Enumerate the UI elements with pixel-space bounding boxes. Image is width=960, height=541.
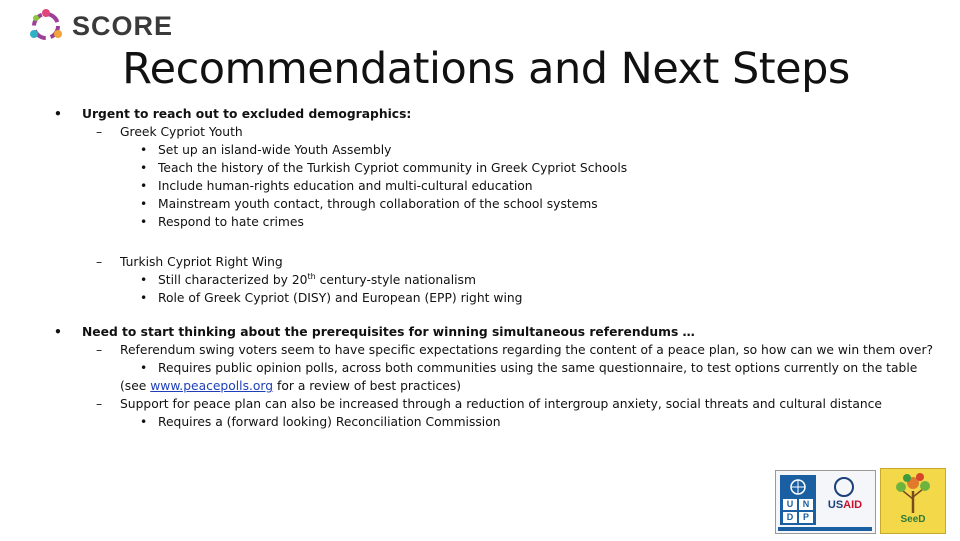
score-logo	[26, 8, 173, 44]
bullet-mark: •	[140, 143, 148, 157]
undp-letter: N	[799, 499, 813, 510]
dash-mark: –	[96, 397, 103, 411]
list-item-text: Requires public opinion polls, across both communities using the same questionnaire, to test options currently on the table	[158, 361, 918, 375]
bullet-mark: •	[140, 273, 148, 287]
usaid-logo	[820, 475, 870, 525]
list-item	[52, 359, 942, 377]
list-item	[52, 213, 942, 231]
undp-usaid-logo	[775, 470, 876, 534]
sub-bullet-text: Referendum swing voters seem to have specific expectations regarding the content of a peace plan, so how can we win them over?	[120, 343, 934, 357]
list-item	[52, 195, 942, 213]
list-item	[52, 413, 942, 431]
score-logo-icon	[26, 8, 66, 44]
slide-content	[52, 105, 942, 431]
bullet-mark: •	[54, 325, 62, 339]
undp-letter: P	[799, 512, 813, 523]
undp-letter: U	[783, 499, 797, 510]
bullet-mark: •	[140, 291, 148, 305]
list-item-text: (see	[120, 379, 151, 393]
list-item-text: Include human-rights education and multi-cultural education	[158, 179, 533, 193]
bullet-text: Need to start thinking about the prerequisites for winning simultaneous referendums …	[82, 325, 695, 339]
bullet-mark: •	[140, 415, 148, 429]
bullet-text: Urgent to reach out to excluded demographics:	[82, 107, 412, 121]
seed-wordmark: SeeD	[900, 514, 926, 525]
undp-logo	[780, 475, 816, 525]
bullet-mark: •	[140, 197, 148, 211]
list-item-text: Respond to hate crimes	[158, 215, 304, 229]
superscript: th	[307, 271, 316, 281]
bullet-mark: •	[140, 361, 148, 375]
list-item-text: Role of Greek Cypriot (DISY) and European (EPP) right wing	[158, 291, 523, 305]
bullet-urgent	[52, 105, 942, 123]
list-item	[52, 177, 942, 195]
list-item-text: Still characterized by 20	[158, 273, 308, 287]
list-item-text: Set up an island-wide Youth Assembly	[158, 143, 392, 157]
list-item	[52, 141, 942, 159]
list-item-continuation	[52, 377, 942, 395]
dash-mark: –	[96, 125, 103, 139]
list-item-text: Requires a (forward looking) Reconciliation Commission	[158, 415, 501, 429]
list-item-text: Mainstream youth contact, through collaboration of the school systems	[158, 197, 598, 211]
bullet-mark: •	[140, 179, 148, 193]
bullet-mark: •	[54, 107, 62, 121]
sub-bullet-support	[52, 395, 942, 413]
tree-icon	[881, 469, 945, 519]
sub-bullet-greek-youth	[52, 123, 942, 141]
usaid-us: US	[827, 499, 844, 511]
peacepolls-link[interactable]: www.peacepolls.org	[150, 379, 274, 393]
score-logo-text: SCORE	[72, 10, 174, 41]
dash-mark: –	[96, 343, 103, 357]
list-item	[52, 271, 942, 289]
list-item	[52, 159, 942, 177]
usaid-wordmark	[820, 499, 870, 511]
sub-bullet-text: Support for peace plan can also be increased through a reduction of intergroup anxiety, social threats and cultural distance	[120, 397, 882, 411]
usaid-seal-icon	[834, 477, 854, 497]
sub-bullet-turkish-right	[52, 253, 942, 271]
slide-title: Recommendations and Next Steps	[122, 44, 850, 94]
sub-bullet-swing-voters	[52, 341, 942, 359]
sub-bullet-text: Greek Cypriot Youth	[120, 125, 243, 139]
usaid-aid: AID	[843, 499, 863, 511]
list-item	[52, 289, 942, 307]
list-item-text: for a review of best practices)	[273, 379, 462, 393]
list-item-text: century-style nationalism	[315, 273, 476, 287]
seed-logo	[880, 468, 946, 534]
dash-mark: –	[96, 255, 103, 269]
sub-bullet-text: Turkish Cypriot Right Wing	[120, 255, 283, 269]
bullet-referendums	[52, 323, 942, 341]
list-item-text: Teach the history of the Turkish Cypriot community in Greek Cypriot Schools	[158, 161, 628, 175]
bullet-mark: •	[140, 215, 148, 229]
partners-strip	[778, 527, 872, 531]
undp-letter: D	[783, 512, 797, 523]
bullet-mark: •	[140, 161, 148, 175]
un-emblem-icon	[783, 477, 813, 497]
